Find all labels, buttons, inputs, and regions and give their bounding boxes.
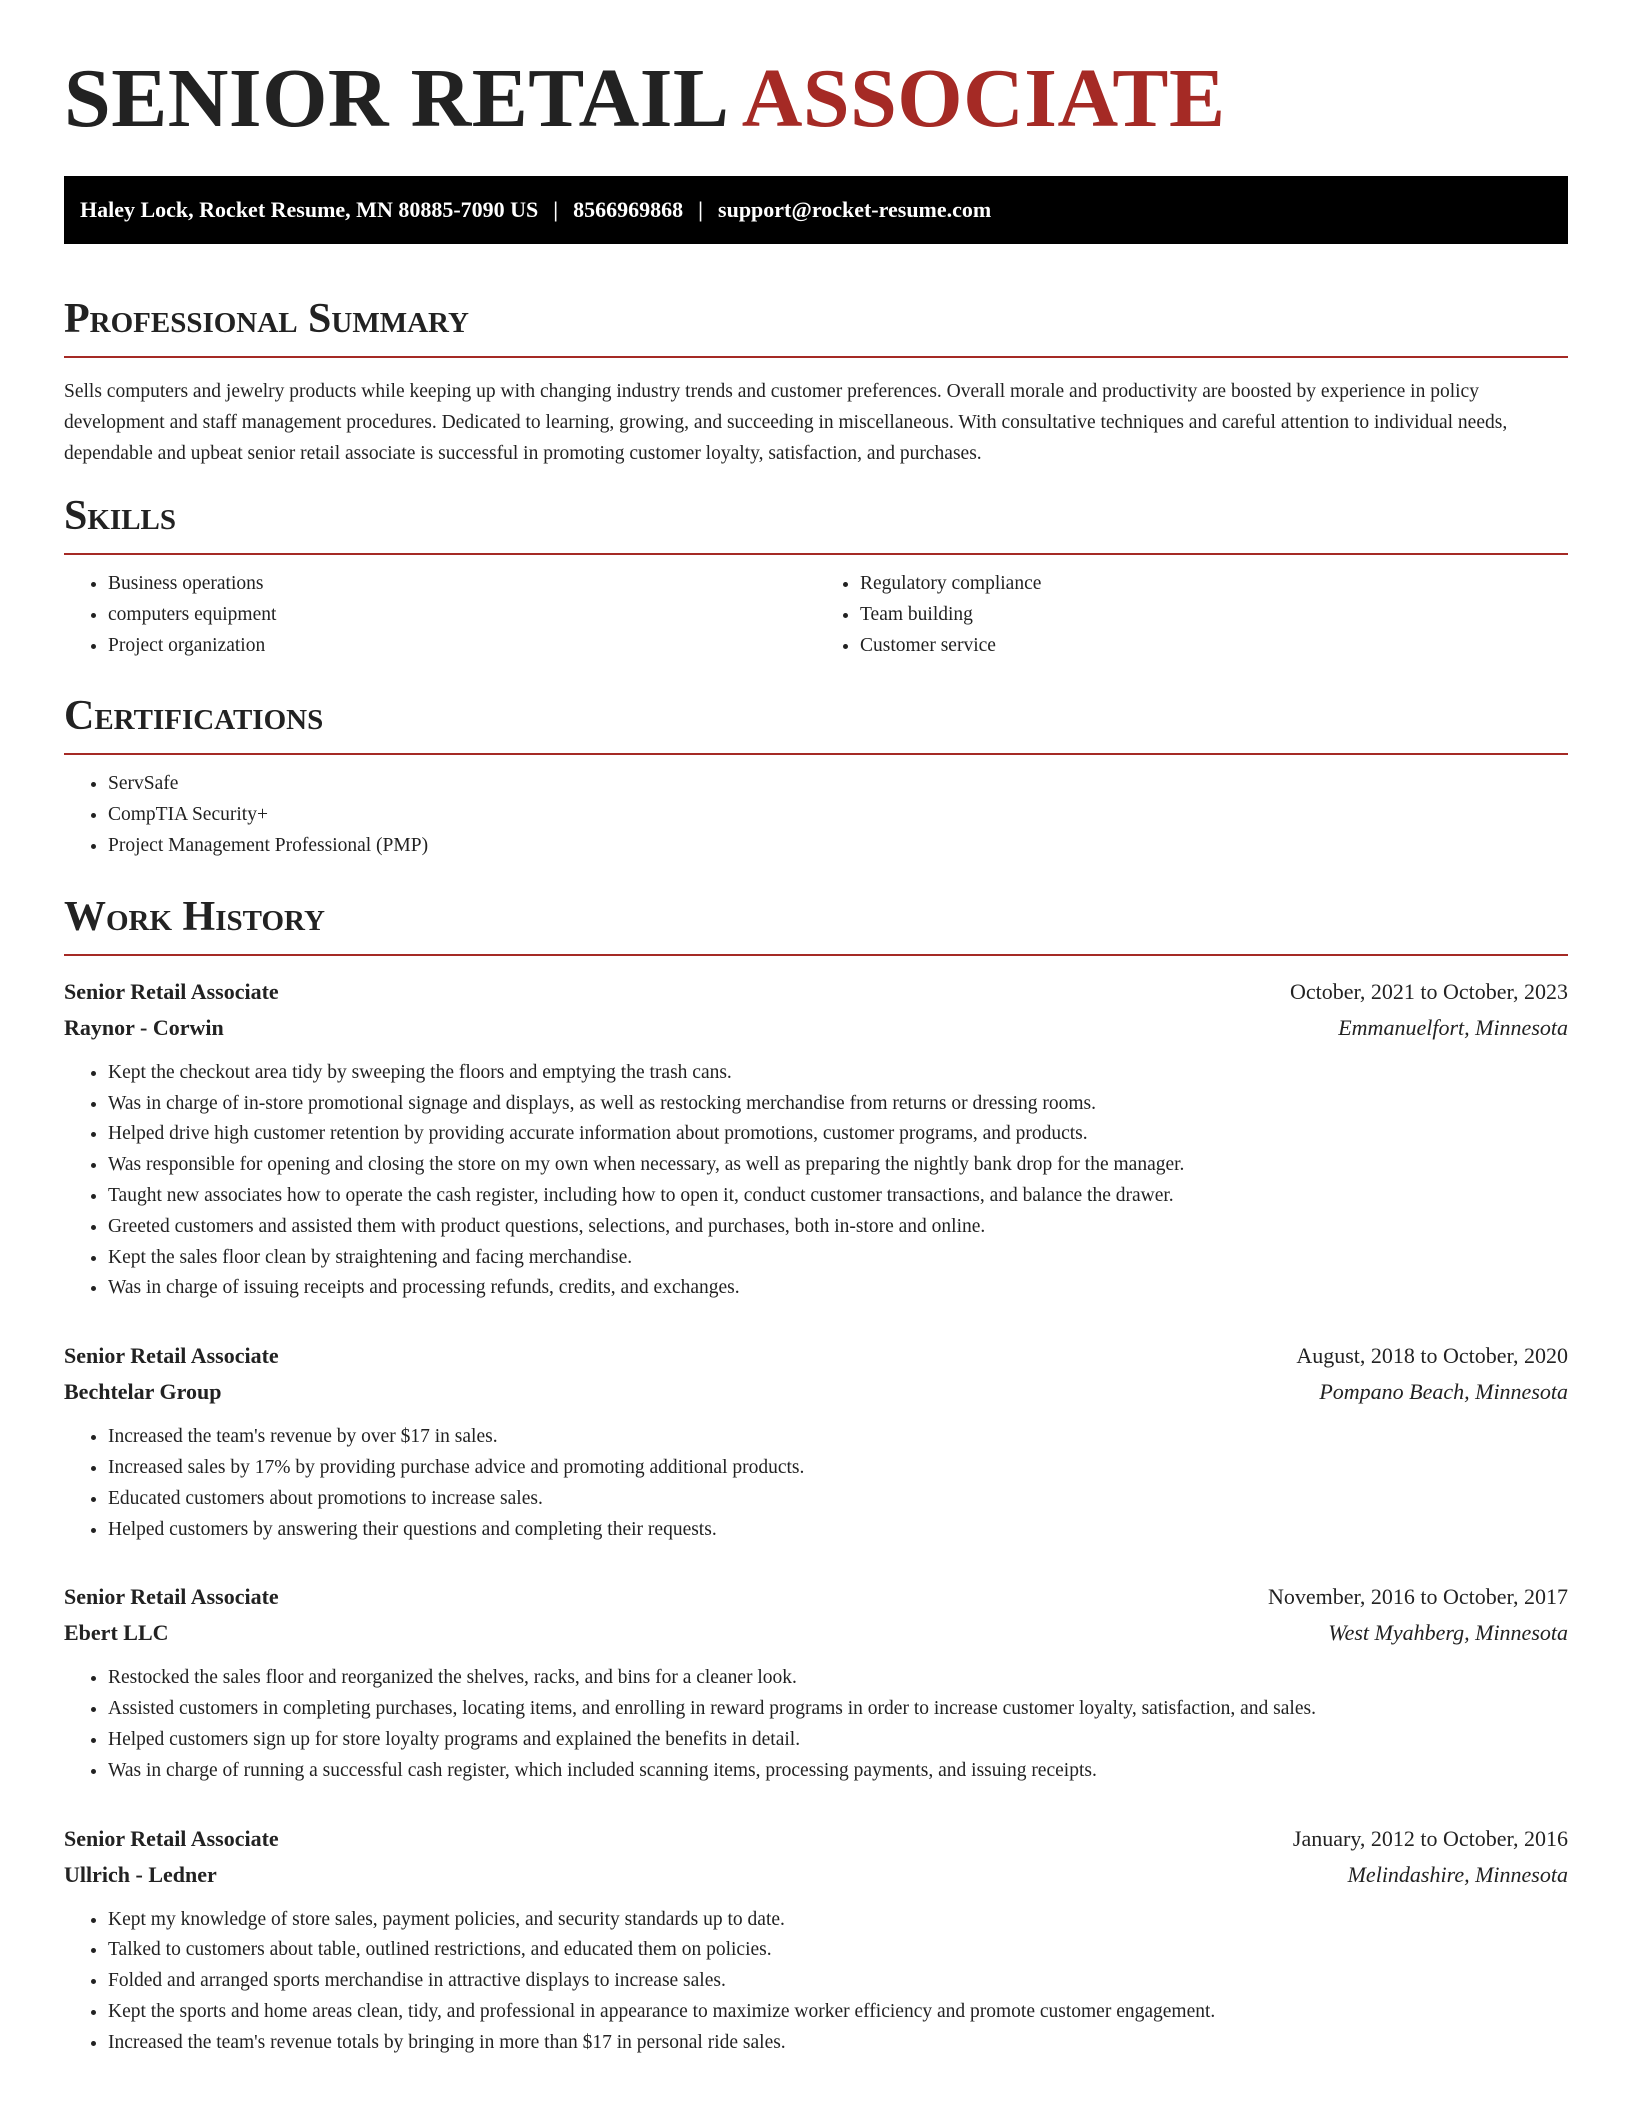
job-bullet: • Folded and arranged sports merchandise in attractive displays to increase sales. [108,1966,1568,1997]
job-location: West Myahberg, Minnesota [1328,1620,1568,1646]
job-dates: January, 2012 to October, 2016 [1292,1825,1568,1851]
job-header-row [64,974,1568,1010]
job-bullets [64,1663,1568,1786]
job-bullet: • Taught new associates how to operate the cash register, including how to open it, conduct customer transactions, and balance the drawer. [108,1181,1568,1212]
work-history-heading: Work History [64,892,1568,956]
job-bullet: • Assisted customers in completing purchases, locating items, and enrolling in reward programs in order to increase customer loyalty, satisfaction, and sales. [108,1694,1568,1725]
job-dates: October, 2021 to October, 2023 [1289,978,1568,1004]
contact-address: Haley Lock, Rocket Resume, MN 80885-7090 US [80,197,539,222]
job-company-row [64,1615,1568,1651]
summary-heading: Professional Summary [64,294,1568,358]
job-entry [64,1579,1568,1786]
job-bullet: • Helped drive high customer retention by providing accurate information about promotions, customer programs, and products. [108,1119,1568,1150]
skills-heading: Skills [64,491,1568,555]
certifications-heading: Certifications [64,691,1568,755]
job-bullet: • Was in charge of issuing receipts and processing refunds, credits, and exchanges. [108,1273,1568,1304]
job-company: Bechtelar Group [64,1379,222,1405]
job-company-row [64,1010,1568,1046]
skill-item: • Regulatory compliance [860,569,1568,600]
job-title: Senior Retail Associate [64,978,279,1004]
job-entry [64,1338,1568,1545]
job-location: Emmanuelfort, Minnesota [1338,1014,1568,1040]
job-bullet: • Helped customers sign up for store loyalty programs and explained the benefits in detail. [108,1725,1568,1756]
skill-item: • Project organization [108,631,816,662]
job-header-row [64,1579,1568,1615]
skills-columns [64,569,1568,661]
job-company: Ebert LLC [64,1620,169,1646]
certifications-section [64,691,1568,861]
job-bullets [64,1058,1568,1304]
contact-bar [64,176,1568,244]
job-bullet: • Kept the sports and home areas clean, tidy, and professional in appearance to maximize worker efficiency and promote customer engagement. [108,1997,1568,2028]
job-dates: August, 2018 to October, 2020 [1296,1343,1568,1369]
job-bullet: • Increased the team's revenue by over $17 in sales. [108,1422,1568,1453]
contact-separator: | [698,197,704,222]
contact-separator: | [553,197,559,222]
job-header-row [64,1821,1568,1857]
skill-item: • computers equipment [108,600,816,631]
job-bullet: • Increased sales by 17% by providing purchase advice and promoting additional products. [108,1453,1568,1484]
skill-item: • Business operations [108,569,816,600]
job-company-row [64,1857,1568,1893]
job-bullet: • Was in charge of in-store promotional signage and displays, as well as restocking merchandise from returns or dressing rooms. [108,1089,1568,1120]
job-bullet: • Educated customers about promotions to increase sales. [108,1484,1568,1515]
job-title: Senior Retail Associate [64,1825,279,1851]
job-location: Melindashire, Minnesota [1347,1861,1568,1887]
contact-email: support@rocket-resume.com [718,197,992,222]
skill-item: • Customer service [860,631,1568,662]
job-bullet: • Increased the team's revenue totals by bringing in more than $17 in personal ride sales. [108,2028,1568,2059]
skill-item: • Team building [860,600,1568,631]
job-title: Senior Retail Associate [64,1343,279,1369]
title-part-2: ASSOCIATE [741,52,1226,145]
certification-item: • Project Management Professional (PMP) [108,831,1568,862]
job-bullet: • Kept the checkout area tidy by sweeping the floors and emptying the trash cans. [108,1058,1568,1089]
job-bullet: • Kept my knowledge of store sales, payment policies, and security standards up to date. [108,1905,1568,1936]
contact-phone: 8566969868 [573,197,684,222]
job-bullet: • Talked to customers about table, outlined restrictions, and educated them on policies. [108,1935,1568,1966]
job-bullet: • Was in charge of running a successful cash register, which included scanning items, processing payments, and issuing receipts. [108,1756,1568,1787]
certifications-list [64,769,1568,861]
job-company: Ullrich - Ledner [64,1861,217,1887]
job-bullet: • Helped customers by answering their questions and completing their requests. [108,1515,1568,1546]
job-bullet: • Kept the sales floor clean by straightening and facing merchandise. [108,1243,1568,1274]
job-bullets [64,1905,1568,2059]
resume-title [64,0,1568,146]
job-header-row [64,1338,1568,1374]
job-company: Raynor - Corwin [64,1014,224,1040]
job-bullets [64,1422,1568,1545]
job-location: Pompano Beach, Minnesota [1319,1379,1568,1405]
job-bullet: • Restocked the sales floor and reorganized the shelves, racks, and bins for a cleaner look. [108,1663,1568,1694]
skills-list-right [816,569,1568,661]
skills-list-left [64,569,816,661]
job-entry [64,1821,1568,2059]
job-entry [64,974,1568,1304]
work-history-section [64,892,1568,2059]
certification-item: • ServSafe [108,769,1568,800]
certification-item: • CompTIA Security+ [108,800,1568,831]
summary-text: Sells computers and jewelry products while keeping up with changing industry trends and customer preferences. Overall morale and productivity are boosted by experience in policy development and staff management procedures. Dedicated to learning, growing, and succeeding in miscellaneous. With consultative techniques and careful attention to individual needs, dependable and upbeat senior retail associate is successful in promoting customer loyalty, satisfaction, and purchases. [64,381,1508,464]
job-bullet: • Greeted customers and assisted them with product questions, selections, and purchases, both in-store and online. [108,1212,1568,1243]
job-dates: November, 2016 to October, 2017 [1267,1584,1568,1610]
job-title: Senior Retail Associate [64,1584,279,1610]
summary-section [64,294,1568,469]
skills-section [64,491,1568,661]
job-bullet: • Was responsible for opening and closing the store on my own when necessary, as well as preparing the nightly bank drop for the manager. [108,1150,1568,1181]
title-part-1: SENIOR RETAIL [64,52,725,145]
job-company-row [64,1374,1568,1410]
